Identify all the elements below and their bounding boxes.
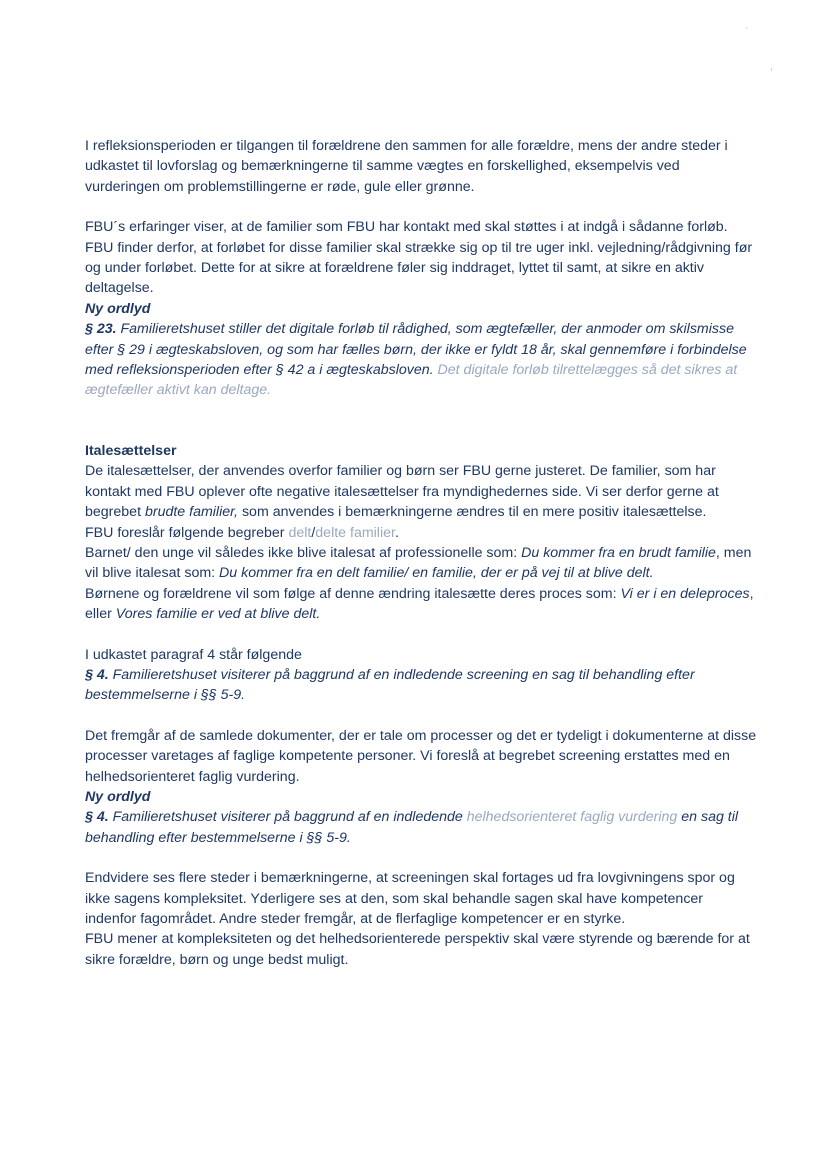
section-4-new-wording: § 4. Familieretshuset visiterer på baggrund af en indledende helhedsorienteret faglig vurdering en sag til behandling efter bestemmelserne i §§ 5-9. [85, 809, 739, 846]
section-text: Familieretshuset visiterer på baggrund af en indledende screening en sag til behandling efter bestemmelserne i §§ 5-9. [85, 666, 695, 704]
paragraph-conclusion: FBU mener at kompleksiteten og det helhedsorienterede perspektiv skal være styrende og bærende for at sikre forældre, børn og unge bedst muligt. [85, 931, 750, 968]
section-number: § 4. [85, 809, 109, 826]
paragraph-italesaettelser: De italesættelser, der anvendes overfor familier og børn ser FBU gerne justeret. De familier, som har kontakt med FBU oplever ofte negative italesættelser fra myndighedernes side. Vi ser derfor gerne at begrebet brudte familier, som anvendes i bemærkningerne ændres til en mere positiv italesættelse. [85, 463, 719, 521]
paragraph-proposed-terms: FBU foreslår følgende begreber delt/delte familier. [85, 524, 399, 541]
section-number: § 4. [85, 666, 109, 683]
inserted-text: Det digitale forløb tilrettelægges så det sikres at ægtefæller aktivt kan deltage. [85, 362, 738, 399]
scan-mark: ᶦ [771, 66, 773, 75]
paragraph-reflection-period: I refleksionsperioden er tilgangen til forældrene den sammen for alle forældre, mens der andre steder i udkastet til lovforslag og bemærkningerne til samme vægtes en forskellighed, eksempelvis ved vurderingen om problemstillingerne er røde, gule eller grønne. [85, 138, 728, 195]
paragraph-fbu-experience: FBU´s erfaringer viser, at de familier som FBU har kontakt med skal støttes i at indgå i sådanne forløb. FBU finder derfor, at forløbet for disse familier skal strække sig op til tre uger inkl. vejledning/rådgivning før og under forløbet. Dette for at sikre at forældrene føler sig inddraget, lyttet til samt, at sikre en aktiv deltagelse. [85, 219, 753, 297]
paragraph-complexity: Endvidere ses flere steder i bemærkningerne, at screeningen skal fortages ud fra lovgivningens spor og ikke sagens kompleksitet. Yderligere ses at den, som skal behandle sagen skal have kompetencer indenfor fagområdet. Andre steder fremgår, at de flerfaglige kompetencer er en styrke. [85, 870, 735, 927]
document-body [85, 136, 757, 970]
paragraph-family-example: Børnene og forældrene vil som følge af denne ændring italesætte deres proces som: Vi er i en deleproces, eller Vores familie er ved at blive delt. [85, 585, 754, 623]
inserted-text: helhedsorienteret faglig vurdering [466, 809, 678, 826]
heading-italesaettelser: Italesættelser [85, 442, 177, 459]
inserted-text: delt [288, 524, 312, 541]
section-text: Familieretshuset stiller det digitale forløb til rådighed, som ægtefæller, der anmoder om skilsmisse efter § 29 i ægteskabsloven, og som har fælles børn, der ikke er fyldt 18 år, skal gennemføre i forbindelse med refleksionsperioden efter § 42 a i ægteskabsloven. [85, 321, 747, 379]
scan-mark: ʻ [746, 26, 748, 35]
new-wording-label: Ny ordlyd [85, 788, 151, 805]
section-4-current-wording [85, 665, 757, 706]
section-number: § 23. [85, 321, 117, 338]
section-23-wording [85, 319, 757, 401]
paragraph-child-example: Barnet/ den unge vil således ikke blive italesat af professionelle som: Du kommer fra en brudt familie, men vil blive italesat som: Du kommer fra en delt familie/ en familie, der er på vej til at blive delt. [85, 544, 752, 582]
inserted-text: delte familier [315, 524, 395, 541]
paragraph-screening: Det fremgår af de samlede dokumenter, der er tale om processer og det er tydeligt i dokumenterne at disse processer varetages af faglige kompetente personer. Vi foreslå at begrebet screening erstattes med en helhedsorienteret faglig vurdering. [85, 727, 757, 785]
new-wording-label: Ny ordlyd [85, 300, 151, 317]
paragraph-section4-intro: I udkastet paragraf 4 står følgende [85, 646, 302, 663]
